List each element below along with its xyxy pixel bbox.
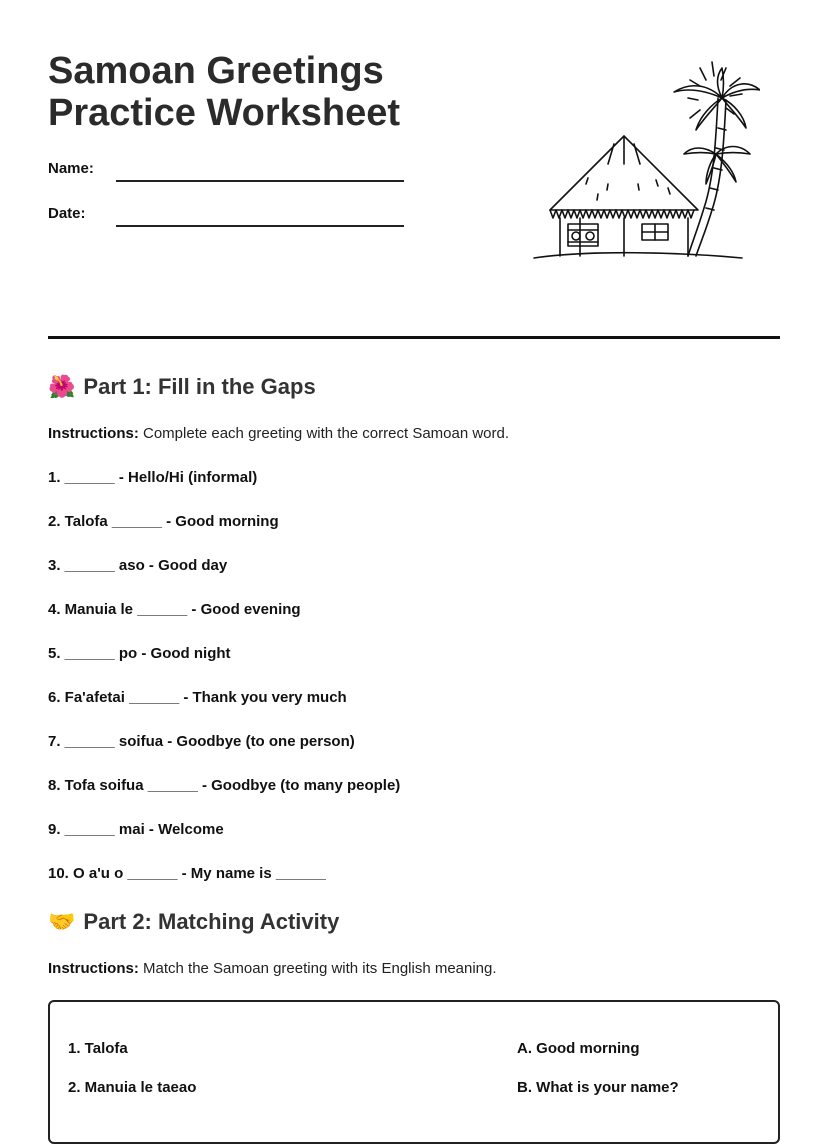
fill-item-5: 5. ______ po - Good night (48, 645, 231, 662)
name-label: Name: (48, 160, 94, 177)
part1-heading (48, 374, 316, 400)
fill-item-6: 6. Fa'afetai ______ - Thank you very much (48, 689, 347, 706)
fill-item-9: 9. ______ mai - Welcome (48, 821, 224, 838)
fill-item-10: 10. O a'u o ______ - My name is ______ (48, 865, 326, 882)
name-field[interactable] (116, 180, 404, 182)
match-right-a: A. Good morning (517, 1040, 640, 1057)
fill-item-3: 3. ______ aso - Good day (48, 557, 228, 574)
match-left-2: 2. Manuia le taeao (68, 1079, 197, 1096)
matching-box (48, 1000, 780, 1144)
fill-item-7: 7. ______ soifua - Goodbye (to one person) (48, 733, 355, 750)
part1-instr-label: Instructions: (48, 425, 139, 442)
part1-instructions (48, 425, 509, 442)
title-line-1: Samoan Greetings (48, 50, 384, 92)
part1-instr-text: Complete each greeting with the correct Samoan word. (138, 425, 510, 442)
hut-and-palm-tree-drawing (528, 58, 760, 268)
date-field[interactable] (116, 225, 404, 227)
match-left-1: 1. Talofa (68, 1040, 128, 1057)
title-line-2: Practice Worksheet (48, 92, 401, 134)
fill-item-4: 4. Manuia le ______ - Good evening (48, 601, 301, 618)
hibiscus-icon: 🌺 (48, 374, 76, 400)
part2-heading-text: Part 2: Matching Activity (83, 909, 340, 934)
date-label: Date: (48, 205, 86, 222)
part2-instr-label: Instructions: (48, 960, 139, 977)
fill-item-2: 2. Talofa ______ - Good morning (48, 513, 279, 530)
part1-heading-text: Part 1: Fill in the Gaps (83, 374, 316, 399)
fill-item-8: 8. Tofa soifua ______ - Goodbye (to many people) (48, 777, 401, 794)
section-divider (48, 336, 780, 339)
fill-item-1: 1. ______ - Hello/Hi (informal) (48, 469, 258, 486)
match-right-b: B. What is your name? (517, 1079, 679, 1096)
part2-instructions (48, 960, 497, 977)
part2-instr-text: Match the Samoan greeting with its English meaning. (138, 960, 497, 977)
handshake-icon: 🤝 (48, 909, 76, 935)
part2-heading (48, 909, 339, 935)
page-title (48, 50, 508, 134)
